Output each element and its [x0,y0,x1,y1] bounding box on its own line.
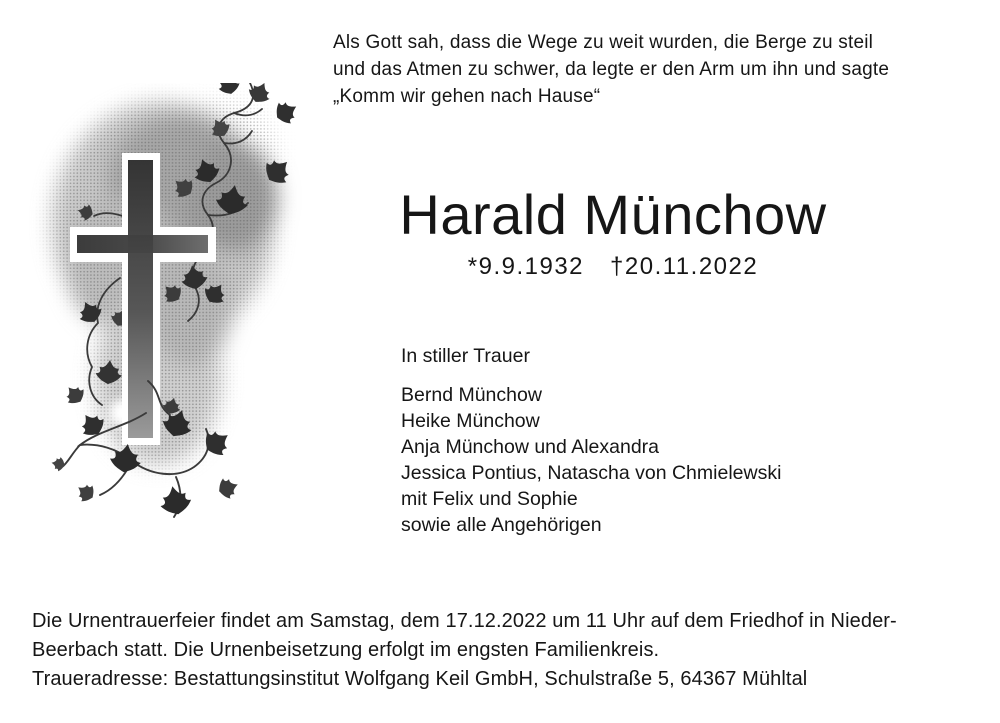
mourning-intro: In stiller Trauer [401,345,530,367]
deceased-name: Harald Münchow [399,183,827,246]
mourner-line: Anja Münchow und Alexandra [401,436,660,458]
cross-ivy-svg [28,83,312,535]
mourner-line: Bernd Münchow [401,384,542,406]
halftone-dots [28,83,312,535]
mourner-line: Heike Münchow [401,410,540,432]
birth-date: *9.9.1932 [467,253,585,280]
mourner-line: sowie alle Angehörigen [401,514,602,536]
verse-line: Als Gott sah, dass die Wege zu weit wurden, die Berge zu steil [333,32,874,53]
mourner-line: mit Felix und Sophie [401,488,578,510]
cross-ivy-artwork [28,83,312,535]
life-dates [333,253,893,281]
deceased-block [333,184,893,281]
mourner-list [401,382,781,538]
mourner-line: Jessica Pontius, Natascha von Chmielewski [401,462,782,484]
mourning-block [401,343,781,538]
death-date: †20.11.2022 [610,253,759,280]
funeral-details [32,607,982,694]
verse-line: „Komm wir gehen nach Hause“ [333,86,601,107]
funeral-details-line: Die Urnentrauerfeier findet am Samstag, dem 17.12.2022 um 11 Uhr auf dem Friedhof in Nieder- [32,610,897,632]
funeral-address-line: Traueradresse: Bestattungsinstitut Wolfgang Keil GmbH, Schulstraße 5, 64367 Mühltal [32,668,808,690]
funeral-details-line: Beerbach statt. Die Urnenbeisetzung erfolgt im engsten Familienkreis. [32,639,660,661]
verse-line: und das Atmen zu schwer, da legte er den Arm um ihn und sagte [333,59,890,80]
opening-verse [333,29,889,110]
halftone-cloud [28,83,312,535]
